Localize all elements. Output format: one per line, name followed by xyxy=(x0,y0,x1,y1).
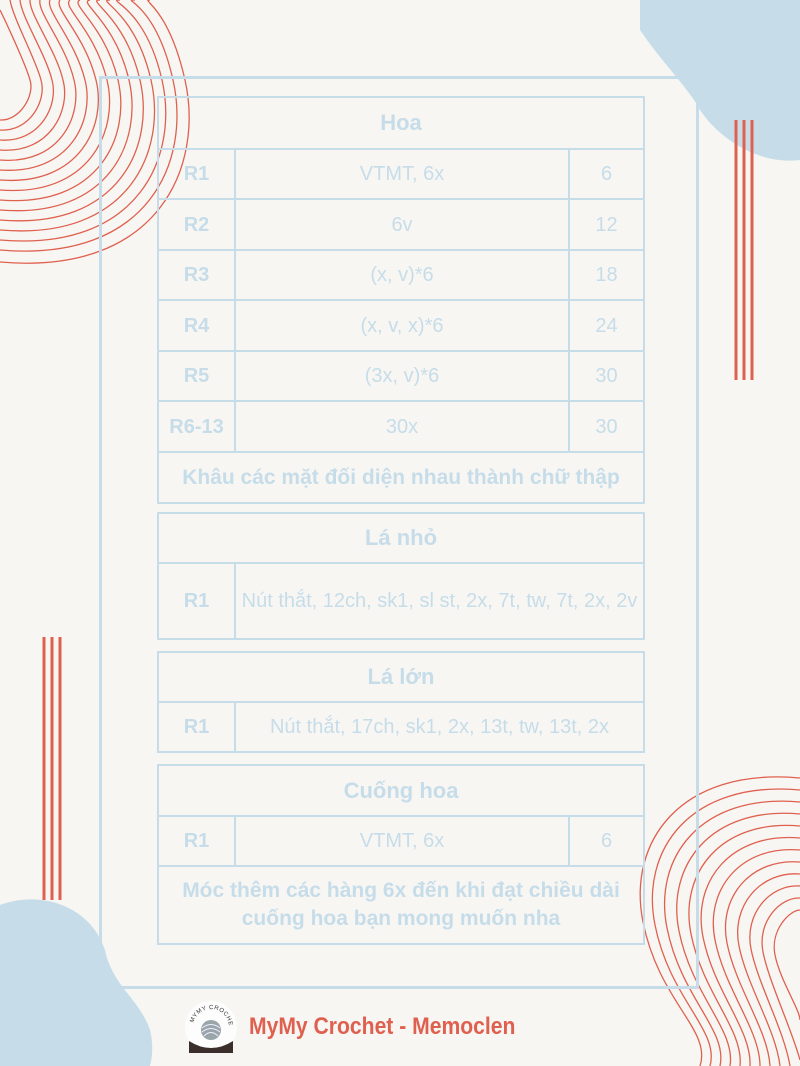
row-count: 30 xyxy=(569,351,644,401)
row-label: R1 xyxy=(158,563,235,639)
footer-brand xyxy=(185,998,552,1056)
stripes-right xyxy=(736,120,752,380)
row-stitches: Nút thắt, 12ch, sk1, sl st, 2x, 7t, tw, 7t, 2x, 2v xyxy=(235,563,644,639)
row-count: 30 xyxy=(569,401,644,452)
table-la-nho xyxy=(157,512,645,640)
row-stitches: (x, v, x)*6 xyxy=(235,300,569,351)
row-label: R4 xyxy=(158,300,235,351)
table-row xyxy=(158,351,644,401)
svg-text:MYMY CROCHET: MYMY CROCHE xyxy=(189,1004,234,1027)
row-count: 6 xyxy=(569,149,644,199)
table-cuong-hoa xyxy=(157,764,645,945)
table-la-lon xyxy=(157,651,645,753)
section-title: Lá nhỏ xyxy=(158,513,644,563)
row-label: R1 xyxy=(158,149,235,199)
row-label: R1 xyxy=(158,702,235,752)
row-label: R5 xyxy=(158,351,235,401)
row-stitches: (x, v)*6 xyxy=(235,250,569,300)
row-label: R3 xyxy=(158,250,235,300)
stripes-left xyxy=(44,637,60,900)
row-count: 24 xyxy=(569,300,644,351)
section-note: Khâu các mặt đối diện nhau thành chữ thập xyxy=(158,452,644,503)
section-note: Móc thêm các hàng 6x đến khi đạt chiều dài cuống hoa bạn mong muốn nha xyxy=(158,866,644,944)
yarn-ball-icon xyxy=(185,1001,237,1053)
row-stitches: VTMT, 6x xyxy=(235,816,569,866)
row-stitches: 30x xyxy=(235,401,569,452)
row-stitches: (3x, v)*6 xyxy=(235,351,569,401)
table-row xyxy=(158,250,644,300)
table-hoa xyxy=(157,96,645,504)
row-label: R6-13 xyxy=(158,401,235,452)
table-row xyxy=(158,702,644,752)
row-stitches: Nút thắt, 17ch, sk1, 2x, 13t, tw, 13t, 2x xyxy=(235,702,644,752)
row-stitches: 6v xyxy=(235,199,569,250)
row-stitches: VTMT, 6x xyxy=(235,149,569,199)
row-count: 18 xyxy=(569,250,644,300)
section-title: Cuống hoa xyxy=(158,765,644,816)
table-row xyxy=(158,300,644,351)
table-row xyxy=(158,816,644,866)
row-label: R2 xyxy=(158,199,235,250)
table-row xyxy=(158,563,644,639)
brand-logo xyxy=(185,1001,237,1053)
section-title: Lá lớn xyxy=(158,652,644,702)
row-count: 6 xyxy=(569,816,644,866)
brand-name: MyMy Crochet - Memoclen xyxy=(249,1013,516,1040)
section-title: Hoa xyxy=(158,97,644,149)
table-row xyxy=(158,199,644,250)
table-row xyxy=(158,149,644,199)
row-count: 12 xyxy=(569,199,644,250)
table-row xyxy=(158,401,644,452)
row-label: R1 xyxy=(158,816,235,866)
